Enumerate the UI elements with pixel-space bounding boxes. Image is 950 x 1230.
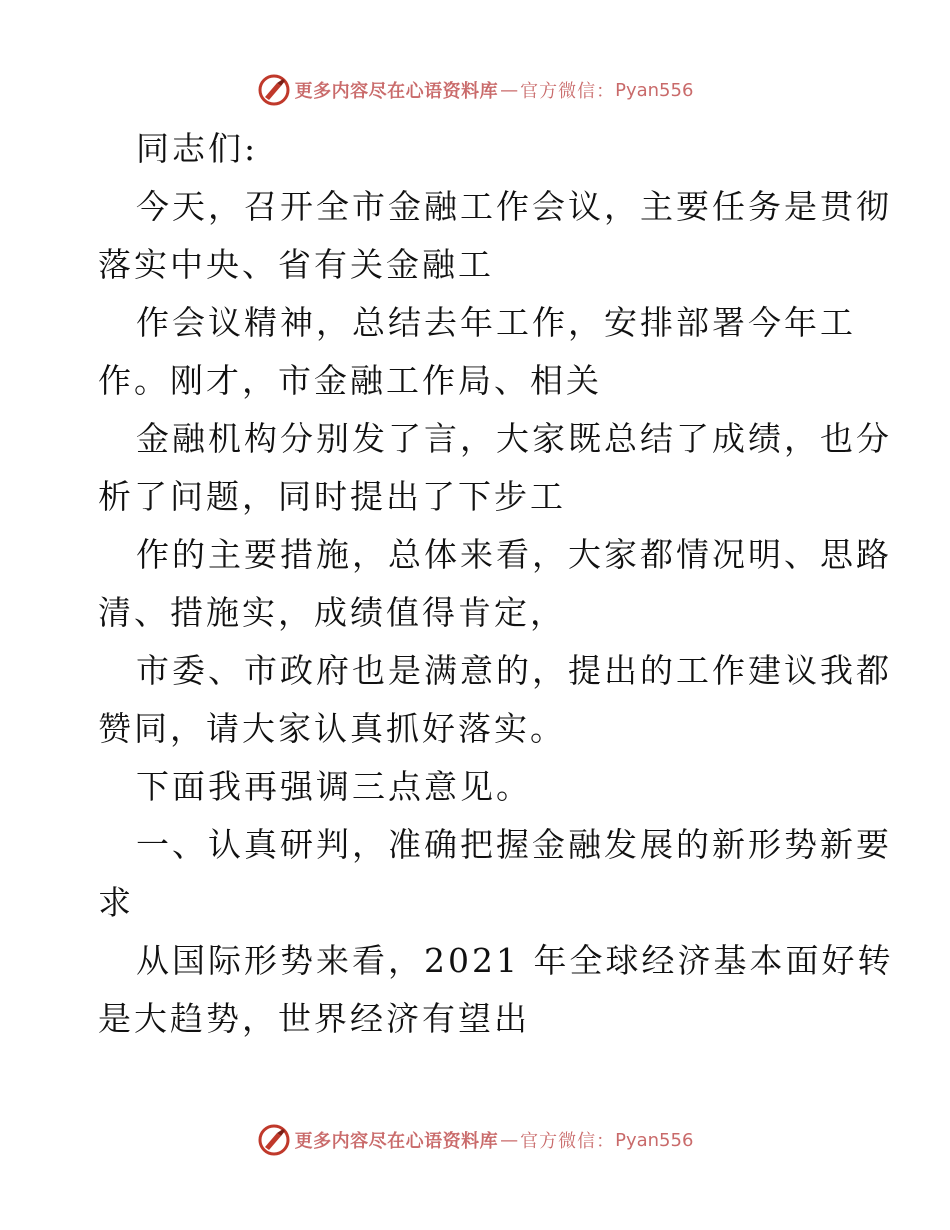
- footer-watermark: [0, 1120, 950, 1160]
- watermark-label: 官方微信：: [520, 1131, 616, 1152]
- watermark-wechat-id: Pyan556: [615, 1129, 694, 1151]
- doc-line: 清、措施实，成绩值得肯定，: [98, 593, 566, 632]
- doc-line: 落实中央、省有关金融工: [98, 245, 494, 284]
- doc-line: 作会议精神，总结去年工作，安排部署今年工: [136, 303, 856, 342]
- doc-line: 赞同，请大家认真抓好落实。: [98, 709, 566, 748]
- doc-line: 同志们:: [136, 129, 259, 168]
- doc-line: 析了问题，同时提出了下步工: [98, 477, 566, 516]
- doc-line: 市委、市政府也是满意的，提出的工作建议我都: [136, 651, 892, 690]
- document-body: [98, 120, 894, 1048]
- logo-icon: [257, 73, 291, 107]
- header-watermark: [0, 70, 950, 110]
- watermark-separator: —: [500, 1129, 519, 1151]
- doc-line: 金融机构分别发了言，大家既总结了成绩，也分: [136, 419, 892, 458]
- logo-icon: [257, 1123, 291, 1157]
- watermark-separator: —: [500, 79, 519, 101]
- section-heading: 一、认真研判，准确把握金融发展的新形势新要: [136, 825, 892, 864]
- watermark-wechat-id: Pyan556: [615, 79, 694, 101]
- doc-line: 作的主要措施，总体来看，大家都情况明、思路: [136, 535, 892, 574]
- doc-line: 是大趋势，世界经济有望出: [98, 999, 530, 1038]
- section-heading-continued: 求: [98, 883, 134, 922]
- watermark-name: 更多内容尽在心语资料库: [294, 81, 499, 102]
- doc-line: 作。刚才，市金融工作局、相关: [98, 361, 602, 400]
- doc-line: 下面我再强调三点意见。: [136, 767, 532, 806]
- doc-line: 今天，召开全市金融工作会议，主要任务是贯彻: [136, 187, 892, 226]
- watermark-label: 官方微信：: [520, 81, 616, 102]
- doc-line: 从国际形势来看，2021 年全球经济基本面好转: [136, 941, 894, 980]
- watermark-name: 更多内容尽在心语资料库: [294, 1131, 499, 1152]
